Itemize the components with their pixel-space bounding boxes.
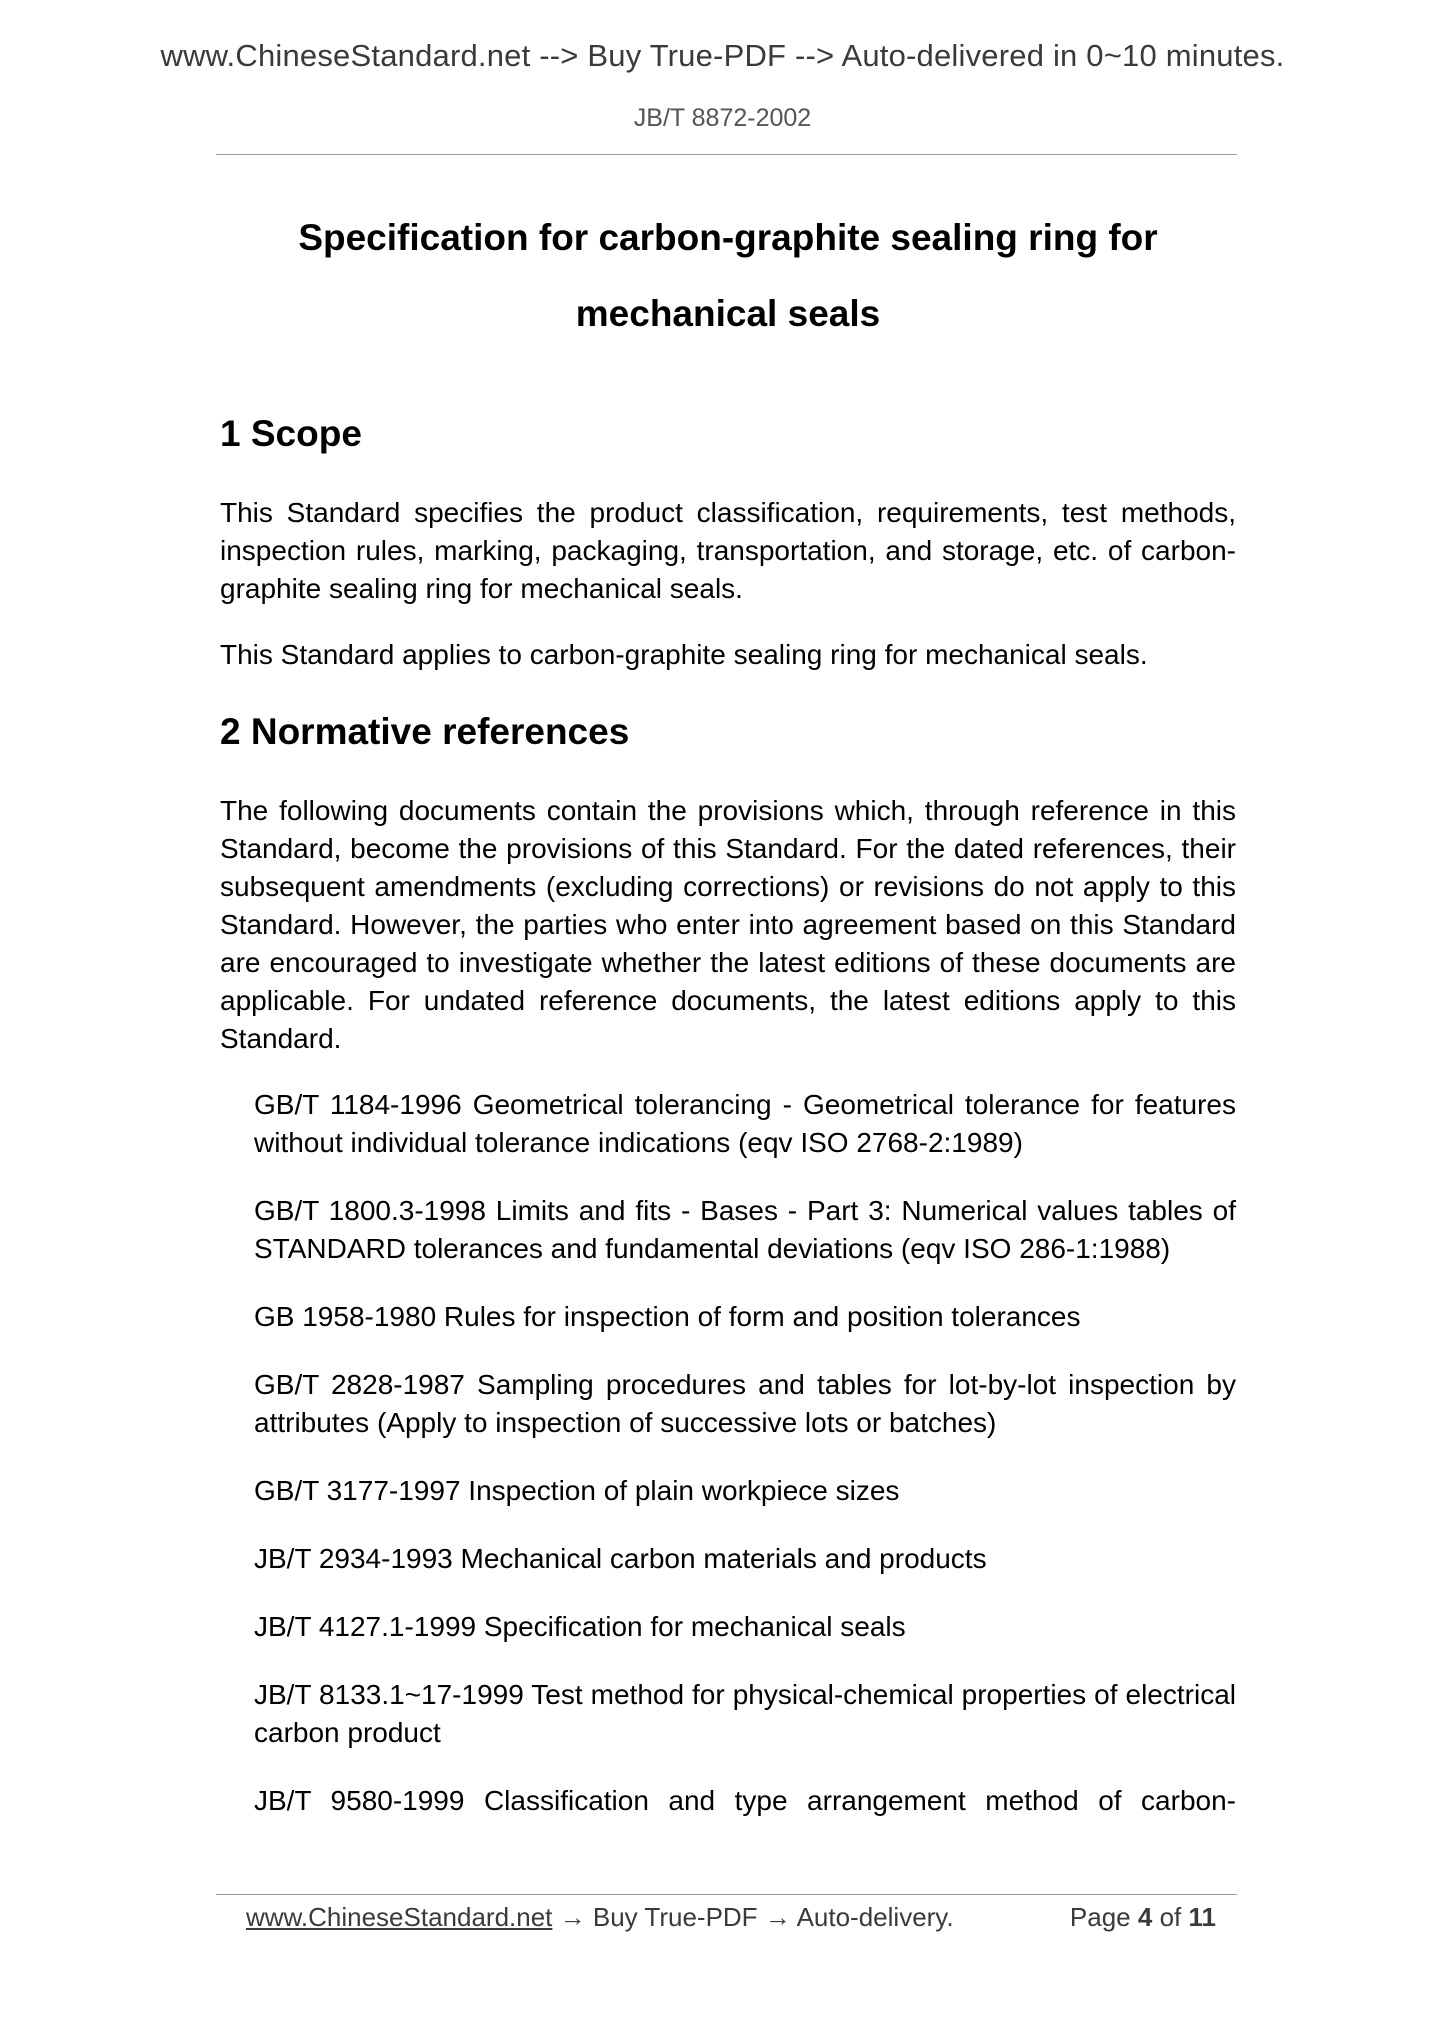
header-divider [216,154,1237,155]
document-title-line-1: Specification for carbon-graphite sealing ring for [298,217,1158,258]
reference-item: JB/T 4127.1-1999 Specification for mechanical seals [254,1611,906,1642]
reference-list [220,1086,1236,1820]
current-page-number: 4 [1137,1902,1153,1932]
scope-paragraph-1: This Standard specifies the product classification, requirements, test methods, inspection rules, marking, packaging, transportation, and storage, etc. of carbon-graphite sealing ring for mechanical seals. [220,497,1236,604]
reference-item: GB 1958-1980 Rules for inspection of form and position tolerances [254,1301,1081,1332]
reference-item: JB/T 8133.1~17-1999 Test method for physical-chemical properties of electrical carbon product [254,1679,1236,1748]
scope-paragraph-2: This Standard applies to carbon-graphite sealing ring for mechanical seals. [220,639,1148,670]
of-label: of [1159,1902,1182,1932]
page-label: Page [1069,1902,1131,1932]
document-code: JB/T 8872-2002 [633,104,812,132]
section-heading-scope: 1 Scope [220,413,362,454]
page-footer [246,1902,1216,1938]
footer-divider [216,1894,1237,1895]
reference-item: JB/T 9580-1999 Classification and type arrangement method of carbon- [254,1785,1236,1816]
reference-item: GB/T 3177-1997 Inspection of plain workpiece sizes [254,1475,900,1506]
section-scope [220,412,1236,674]
footer-promo [246,1902,954,1933]
section-normative-references [220,710,1236,1820]
document-title-line-2: mechanical seals [575,293,881,334]
footer-promo-text: → Buy True-PDF → Auto-delivery. [552,1902,954,1932]
document-body [220,200,1236,1820]
top-banner: www.ChineseStandard.net --> Buy True-PDF --> Auto-delivered in 0~10 minutes. [160,38,1285,73]
references-intro-paragraph: The following documents contain the provisions which, through reference in this Standard, become the provisions of this Standard. For the dated references, their subsequent amendments (excluding corrections) or revisions do not apply to this Standard. However, the parties who enter into agreement based on this Standard are encouraged to investigate whether the latest editions of these documents are applicable. For undated reference documents, the latest editions apply to this Standard. [220,795,1236,1054]
section-heading-normative-references: 2 Normative references [220,711,630,752]
footer-site-link[interactable]: www.ChineseStandard.net [246,1902,553,1932]
page-indicator [1070,1902,1216,1933]
reference-item: GB/T 2828-1987 Sampling procedures and tables for lot-by-lot inspection by attributes (Apply to inspection of successive lots or batches) [254,1369,1236,1438]
document-title [220,200,1236,352]
reference-item: JB/T 2934-1993 Mechanical carbon materials and products [254,1543,987,1574]
reference-item: GB/T 1184-1996 Geometrical tolerancing - Geometrical tolerance for features without individual tolerance indications (eqv ISO 2768-2:1989) [254,1089,1236,1158]
reference-item: GB/T 1800.3-1998 Limits and fits - Bases - Part 3: Numerical values tables of STANDARD tolerances and fundamental deviations (eqv ISO 286-1:1988) [254,1195,1236,1264]
total-pages-number: 11 [1188,1902,1216,1932]
